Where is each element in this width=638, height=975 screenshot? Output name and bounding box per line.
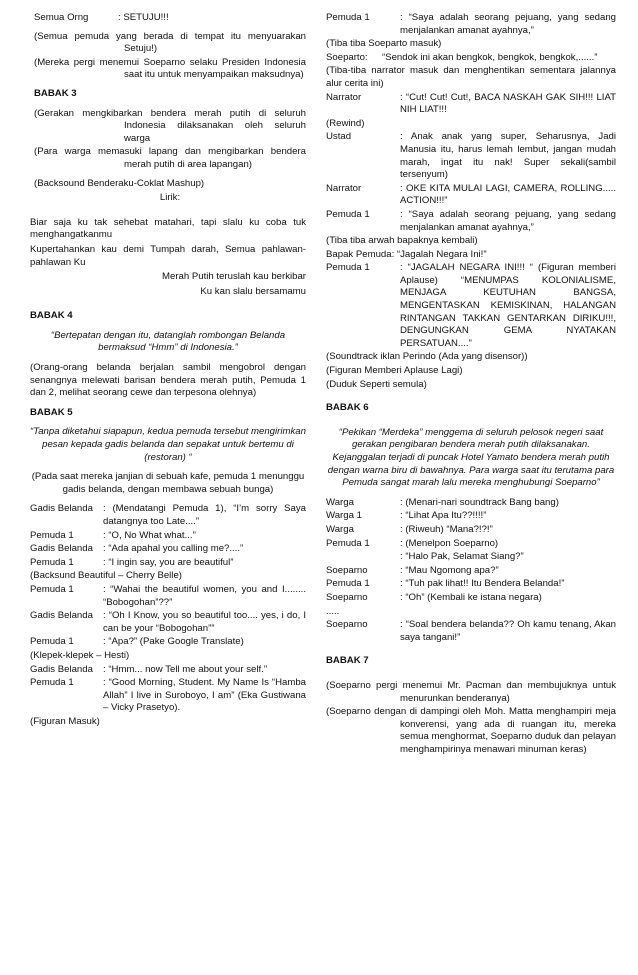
dialogue-line xyxy=(30,677,306,715)
section-heading: BABAK 5 xyxy=(30,406,73,418)
stage-direction: (Tiba-tiba narrator masuk dan menghentikan sementara jalannya alur cerita ini) xyxy=(326,65,616,89)
dialogue-line: Bapak Pemuda: “Jagalah Negara Ini!” xyxy=(326,248,487,260)
speaker: Soeparno xyxy=(326,591,368,603)
speaker: Gadis Belanda xyxy=(30,610,93,622)
dialogue-text: : “O, No What what...” xyxy=(103,529,196,541)
dialogue-text: : “Saya adalah seorang pejuang, yang sedang menjalankan amanat ayahnya,” xyxy=(400,208,616,233)
dialogue-line xyxy=(326,565,616,578)
speaker: Semua Orng xyxy=(34,12,89,23)
section-heading: BABAK 7 xyxy=(326,655,369,667)
stage-direction: (Mereka pergi menemui Soeparno selaku Presiden Indonesia saat itu untuk menyampaikan maksudnya) xyxy=(34,56,306,81)
dialogue-line xyxy=(326,524,616,537)
dialogue-line xyxy=(30,530,306,543)
dialogue-line xyxy=(30,610,306,635)
stage-direction: (Soeparno pergi menemui Mr. Pacman dan membujuknya untuk menurunkan benderanya) xyxy=(326,679,616,704)
dialogue-text: : Anak anak yang super, Seharusnya, Jadi Manusia itu, harus lemah lembut, jangan mudah marah, ingat itu nak! Super sekali(sambil tersenyum) xyxy=(400,131,616,181)
stage-direction: (Tiba tiba Soeparto masuk) xyxy=(326,38,442,50)
dialogue-text: : “Ada apahal you calling me?....” xyxy=(103,543,244,555)
section-heading: BABAK 6 xyxy=(326,402,369,414)
stage-direction: (Tiba tiba arwah bapaknya kembali) xyxy=(326,235,478,247)
dialogue-line xyxy=(30,543,306,556)
section-heading: BABAK 4 xyxy=(30,310,73,322)
dialogue-text: : “JAGALAH NEGARA INI!!! “ (Figuran memberi Aplause) “MENUMPAS KOLONIALISME, MENJAGA KEUTUHAN BANGSA, MENGENTASKAN KEMISKINAN, HALANGAN RINTANGAN TAKKAN GENTARKAN DIRIKU!!!, DENGUNGKAN GEMA NYATAKAN PERSATUAN....” xyxy=(400,262,616,349)
speaker: Narrator xyxy=(326,182,362,194)
speaker: Warga xyxy=(326,523,354,535)
dialogue-line xyxy=(30,503,306,528)
stage-direction: (Figuran Masuk) xyxy=(30,715,100,727)
stage-direction: (Gerakan mengkibarkan bendera merah putih di seluruh Indonesia dilaksanakan oleh seluruh warga xyxy=(34,107,306,144)
speaker: Gadis Belanda xyxy=(30,503,93,515)
dialogue-line xyxy=(34,12,306,25)
speaker: Pemuda 1 xyxy=(30,636,74,648)
lyric-line: Ku kan slalu bersamamu xyxy=(200,285,306,297)
stage-direction: (Backsound Benderaku-Coklat Mashup) xyxy=(34,177,205,189)
dialogue-line xyxy=(326,497,616,510)
dialogue-text: : “Saya adalah seorang pejuang, yang sedang menjalankan amanat ayahnya,” xyxy=(400,12,616,36)
dialogue-line xyxy=(326,131,616,181)
speaker: Pemuda 1 xyxy=(326,578,370,590)
speaker: Pemuda 1 xyxy=(326,537,370,549)
ellipsis-line: ..... xyxy=(326,605,340,617)
speaker: Narrator xyxy=(326,91,362,103)
left-column xyxy=(30,12,306,730)
stage-direction: (Semua pemuda yang berada di tempat itu menyuarakan Setuju!) xyxy=(34,30,306,55)
dialogue-text: : “Lihat Apa Itu??!!!!” xyxy=(400,510,487,522)
dialogue-line xyxy=(326,92,616,117)
dialogue-text: : “Wahai the beautiful women, you and I........ “Bobogohan”??” xyxy=(103,583,306,608)
dialogue-text: : (Riweuh) “Mana?!?!” xyxy=(400,523,493,535)
narration: “Pekikan “Merdeka” menggema di seluruh pelosok negeri saat gerakan pengibaran bendera merah putih dilaksanakan. Kejanggalan terjadi di puncak Hotel Yamato bendera merah putih dengan warna biru di bawahnya. Para warga saat itu terutama para Pemuda sangat marah lalu mereka menghubungi Soeparno” xyxy=(327,426,615,489)
speaker: Warga 1 xyxy=(326,510,362,522)
dialogue-text: : “I ingin say, you are beautiful” xyxy=(103,556,234,568)
speaker: Pemuda 1 xyxy=(326,208,370,220)
dialogue-line xyxy=(326,52,616,65)
stage-direction: (Soundtrack iklan Perindo (Ada yang disensor)) xyxy=(326,351,528,363)
speaker: Warga xyxy=(326,496,354,508)
dialogue-line xyxy=(30,584,306,609)
dialogue-text: “Sendok ini akan bengkok, bengkok, bengkok,......” xyxy=(382,51,598,63)
dialogue-line xyxy=(30,664,306,677)
speaker: Pemuda 1 xyxy=(326,12,370,23)
stage-direction: (Duduk Seperti semula) xyxy=(326,378,427,390)
narration: “Bertepatan dengan itu, datanglah rombongan Belanda bermaksud “Hmm” di Indonesia.” xyxy=(50,329,286,354)
stage-direction: (Soeparno dengan di dampingi oleh Moh. Matta menghampiri meja konverensi, yang ada di ruangan itu, mereka semua menghormat, Soeparno duduk dan pelayan menghampirinya menawari minuman keras) xyxy=(326,706,617,755)
dialogue-line xyxy=(30,636,306,649)
dialogue-line xyxy=(326,619,616,644)
stage-direction: (Orang-orang belanda berjalan sambil mengobrol dengan senangnya melewati barisan bendera merah putih, Pemuda 1 dan 2, melihat seorang cewe dan terpesona olehnya) xyxy=(30,362,306,399)
dialogue-line xyxy=(326,209,616,234)
narration: “Tanpa diketahui siapapun, kedua pemuda tersebut mengirimkan pesan kepada gadis belanda dan sepakat untuk bertemu di (restoran) “ xyxy=(30,426,306,463)
dialogue-text: : “Mau Ngomong apa?” xyxy=(400,564,499,576)
dialogue-text: : “Tuh pak lihat!! Itu Bendera Belanda!” xyxy=(400,578,565,590)
stage-direction: (Para warga memasuki lapang dan mengibarkan bendera merah putih di area lapangan) xyxy=(34,146,306,170)
dialogue-line xyxy=(326,183,616,208)
speaker: Soeparno xyxy=(326,619,368,631)
dialogue-text: : “Oh I Know, you so beautiful too.... yes, i do, I can be your “Bobogohan”” xyxy=(103,610,306,634)
dialogue-text: : SETUJU!!! xyxy=(118,12,169,23)
dialogue-text: : “Apa?” (Pake Google Translate) xyxy=(103,636,244,648)
stage-direction: (Pada saat mereka janjian di sebuah kafe, pemuda 1 menunggu gadis belanda, dengan membawa sebuah bunga) xyxy=(31,471,305,495)
dialogue-text: : “Hmm... now Tell me about your self.” xyxy=(103,663,268,675)
stage-direction: (Klepek-klepek – Hesti) xyxy=(30,649,130,661)
speaker: Pemuda 1 xyxy=(30,556,74,568)
dialogue-line xyxy=(326,578,616,591)
stage-direction: (Figuran Memberi Aplause Lagi) xyxy=(326,365,463,377)
speaker: Soeparno xyxy=(326,564,368,576)
dialogue-text: : “Good Morning, Student. My Name Is “Hamba Allah” I live in Suroboyo, I am” (Eka Gustiwana – Vicky Prasetyo). xyxy=(103,677,306,714)
dialogue-line xyxy=(326,510,616,523)
dialogue-text: : “Cut! Cut! Cut!, BACA NASKAH GAK SIH!!! LIAT NIH LIAT!!! xyxy=(400,91,616,116)
dialogue-text: : (Menelpon Soeparno) xyxy=(400,537,499,549)
lyric-label: Lirik: xyxy=(159,192,181,204)
speaker: Gadis Belanda xyxy=(30,663,93,675)
stage-direction: (Rewind) xyxy=(326,117,365,129)
stage-direction: (Backsund Beautiful – Cherry Belle) xyxy=(30,570,182,582)
lyric-line: Biar saja ku tak sehebat matahari, tapi slalu ku coba tuk menghangatkanmu xyxy=(30,216,306,241)
dialogue-text: : (Menari-nari soundtrack Bang bang) xyxy=(400,496,559,508)
dialogue-line xyxy=(326,262,616,350)
speaker: Gadis Belanda xyxy=(30,543,93,555)
dialogue-text: : “Halo Pak, Selamat Siang?” xyxy=(400,551,524,563)
speaker: Pemuda 1 xyxy=(30,583,74,595)
speaker: Soeparto: xyxy=(326,51,368,63)
speaker: Ustad xyxy=(326,131,352,143)
dialogue-line xyxy=(326,538,616,551)
dialogue-text: : OKE KITA MULAI LAGI, CAMERA, ROLLING..... ACTION!!!” xyxy=(400,182,616,207)
dialogue-text: : (Mendatangi Pemuda 1), “I’m sorry Saya datangnya too Late....” xyxy=(103,503,306,527)
right-column xyxy=(326,12,616,757)
dialogue-text: : “Oh” (Kembali ke istana negara) xyxy=(400,591,542,603)
lyric-line: Kupertahankan kau demi Tumpah darah, Semua pahlawan-pahlawan Ku xyxy=(30,243,306,268)
speaker: Pemuda 1 xyxy=(30,677,74,689)
dialogue-line xyxy=(326,592,616,605)
dialogue-line xyxy=(326,551,616,564)
speaker: Pemuda 1 xyxy=(30,529,74,541)
section-heading: BABAK 3 xyxy=(34,87,77,99)
dialogue-text: : “Soal bendera belanda?? Oh kamu tenang, Akan saya tangani!” xyxy=(400,619,616,643)
dialogue-line xyxy=(326,12,616,37)
lyric-line: Merah Putih teruslah kau berkibar xyxy=(162,271,306,283)
dialogue-line xyxy=(30,557,306,570)
speaker: Pemuda 1 xyxy=(326,262,370,274)
